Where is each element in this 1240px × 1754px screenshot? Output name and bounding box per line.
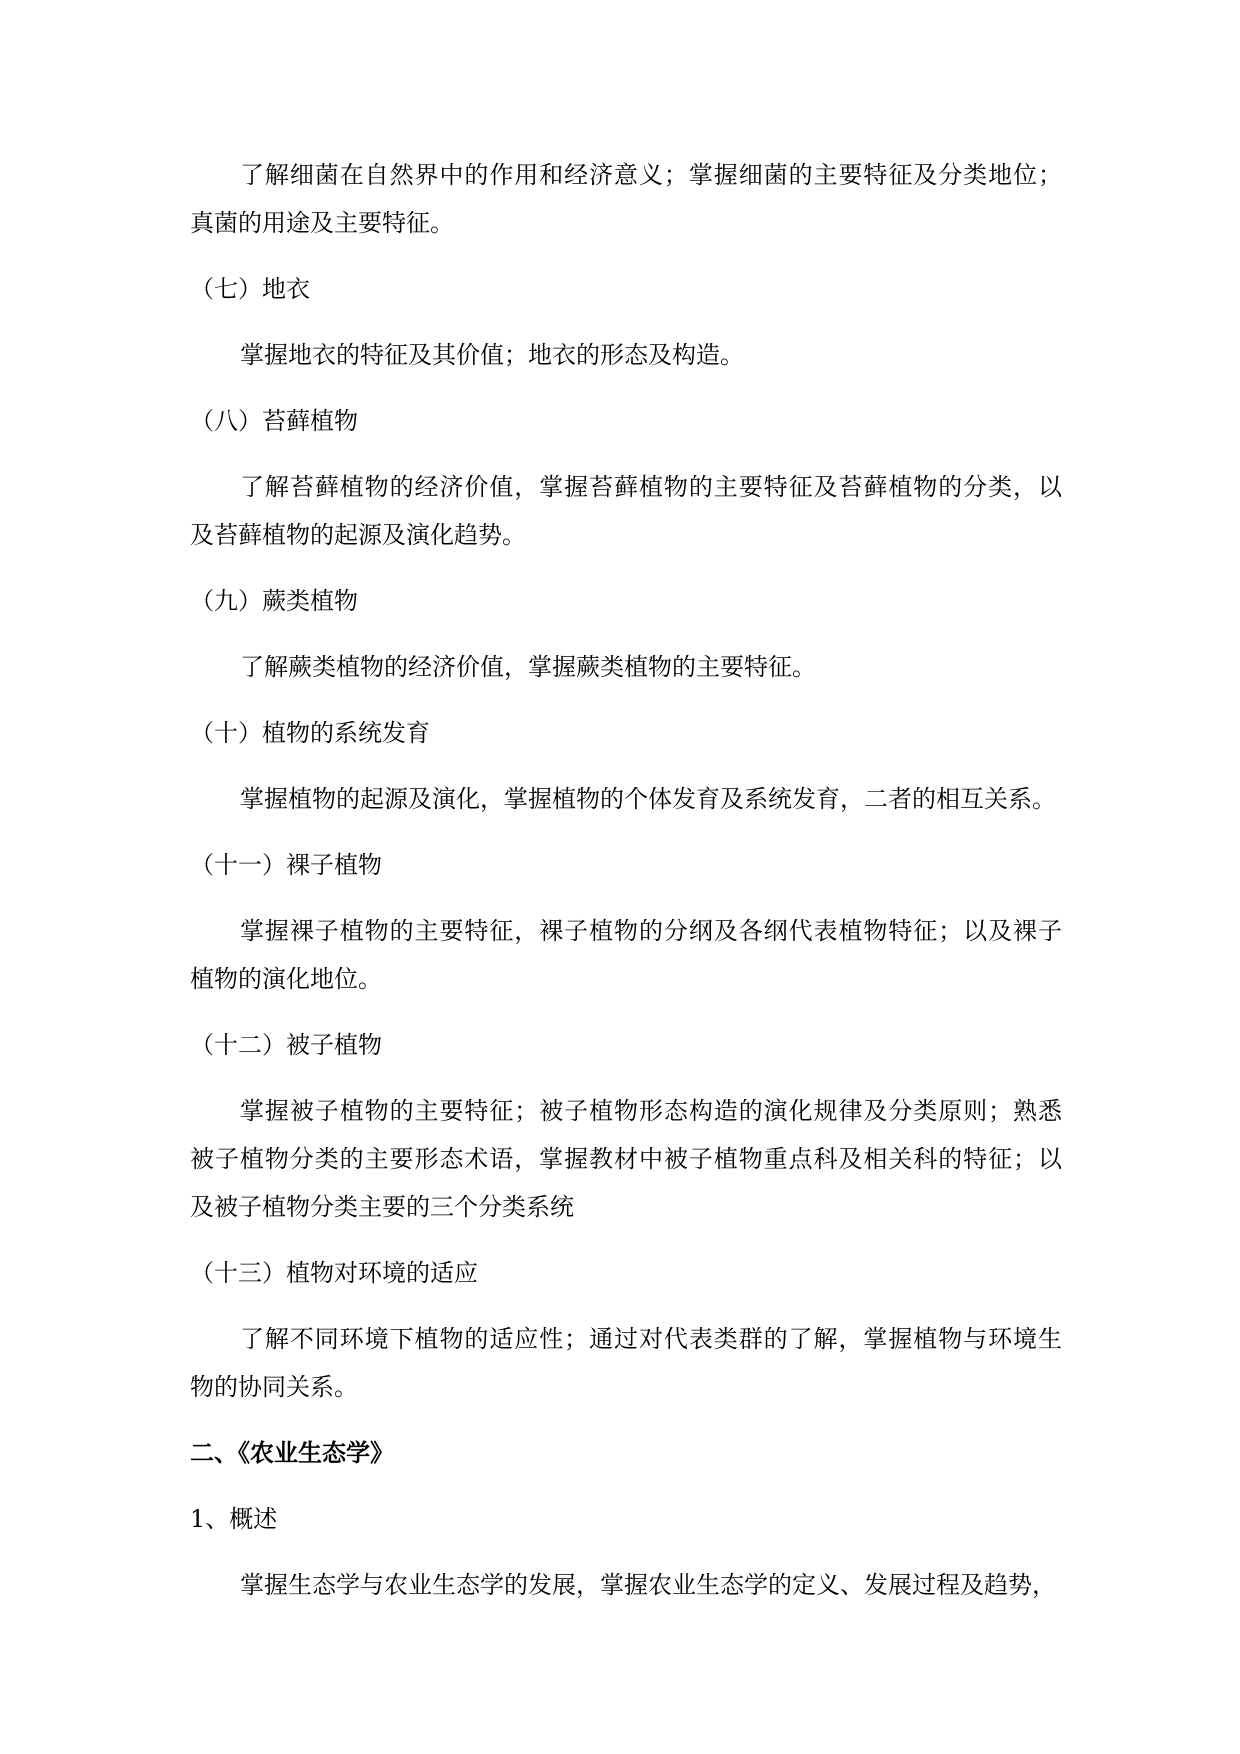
- subsection-heading: （十一）裸子植物: [190, 851, 382, 879]
- paragraph-line: 真菌的用途及主要特征。: [190, 209, 454, 237]
- subsection-heading: （八）苔藓植物: [190, 407, 358, 435]
- subsection-heading: 1、概述: [190, 1505, 278, 1533]
- paragraph-line: 及苔藓植物的起源及演化趋势。: [190, 521, 526, 549]
- subsection-heading: （七）地衣: [190, 275, 310, 303]
- paragraph-line: 掌握植物的起源及演化，掌握植物的个体发育及系统发育，二者的相互关系。: [240, 785, 1056, 813]
- paragraph-line: 掌握地衣的特征及其价值；地衣的形态及构造。: [240, 341, 744, 369]
- paragraph-line: 被子植物分类的主要形态术语，掌握教材中被子植物重点科及相关科的特征；以: [190, 1145, 1062, 1173]
- paragraph-line: 了解细菌在自然界中的作用和经济意义；掌握细菌的主要特征及分类地位；: [240, 161, 1062, 189]
- subsection-heading: （十三）植物对环境的适应: [190, 1259, 478, 1287]
- subsection-heading: （十二）被子植物: [190, 1031, 382, 1059]
- paragraph-line: 掌握裸子植物的主要特征，裸子植物的分纲及各纲代表植物特征；以及裸子: [240, 917, 1062, 945]
- subsection-heading: （九）蕨类植物: [190, 587, 358, 615]
- paragraph-line: 物的协同关系。: [190, 1373, 358, 1401]
- paragraph-line: 掌握生态学与农业生态学的发展，掌握农业生态学的定义、发展过程及趋势，: [240, 1571, 1056, 1599]
- paragraph-line: 了解苔藓植物的经济价值，掌握苔藓植物的主要特征及苔藓植物的分类，以: [240, 473, 1062, 501]
- subsection-heading: （十）植物的系统发育: [190, 719, 430, 747]
- paragraph-line: 掌握被子植物的主要特征；被子植物形态构造的演化规律及分类原则；熟悉: [240, 1097, 1062, 1125]
- paragraph-line: 了解不同环境下植物的适应性；通过对代表类群的了解，掌握植物与环境生: [240, 1325, 1062, 1353]
- paragraph-line: 及被子植物分类主要的三个分类系统: [190, 1193, 574, 1221]
- paragraph-line: 了解蕨类植物的经济价值，掌握蕨类植物的主要特征。: [240, 653, 816, 681]
- paragraph-line: 植物的演化地位。: [190, 965, 382, 993]
- section-title: 二、《农业生态学》: [190, 1438, 394, 1467]
